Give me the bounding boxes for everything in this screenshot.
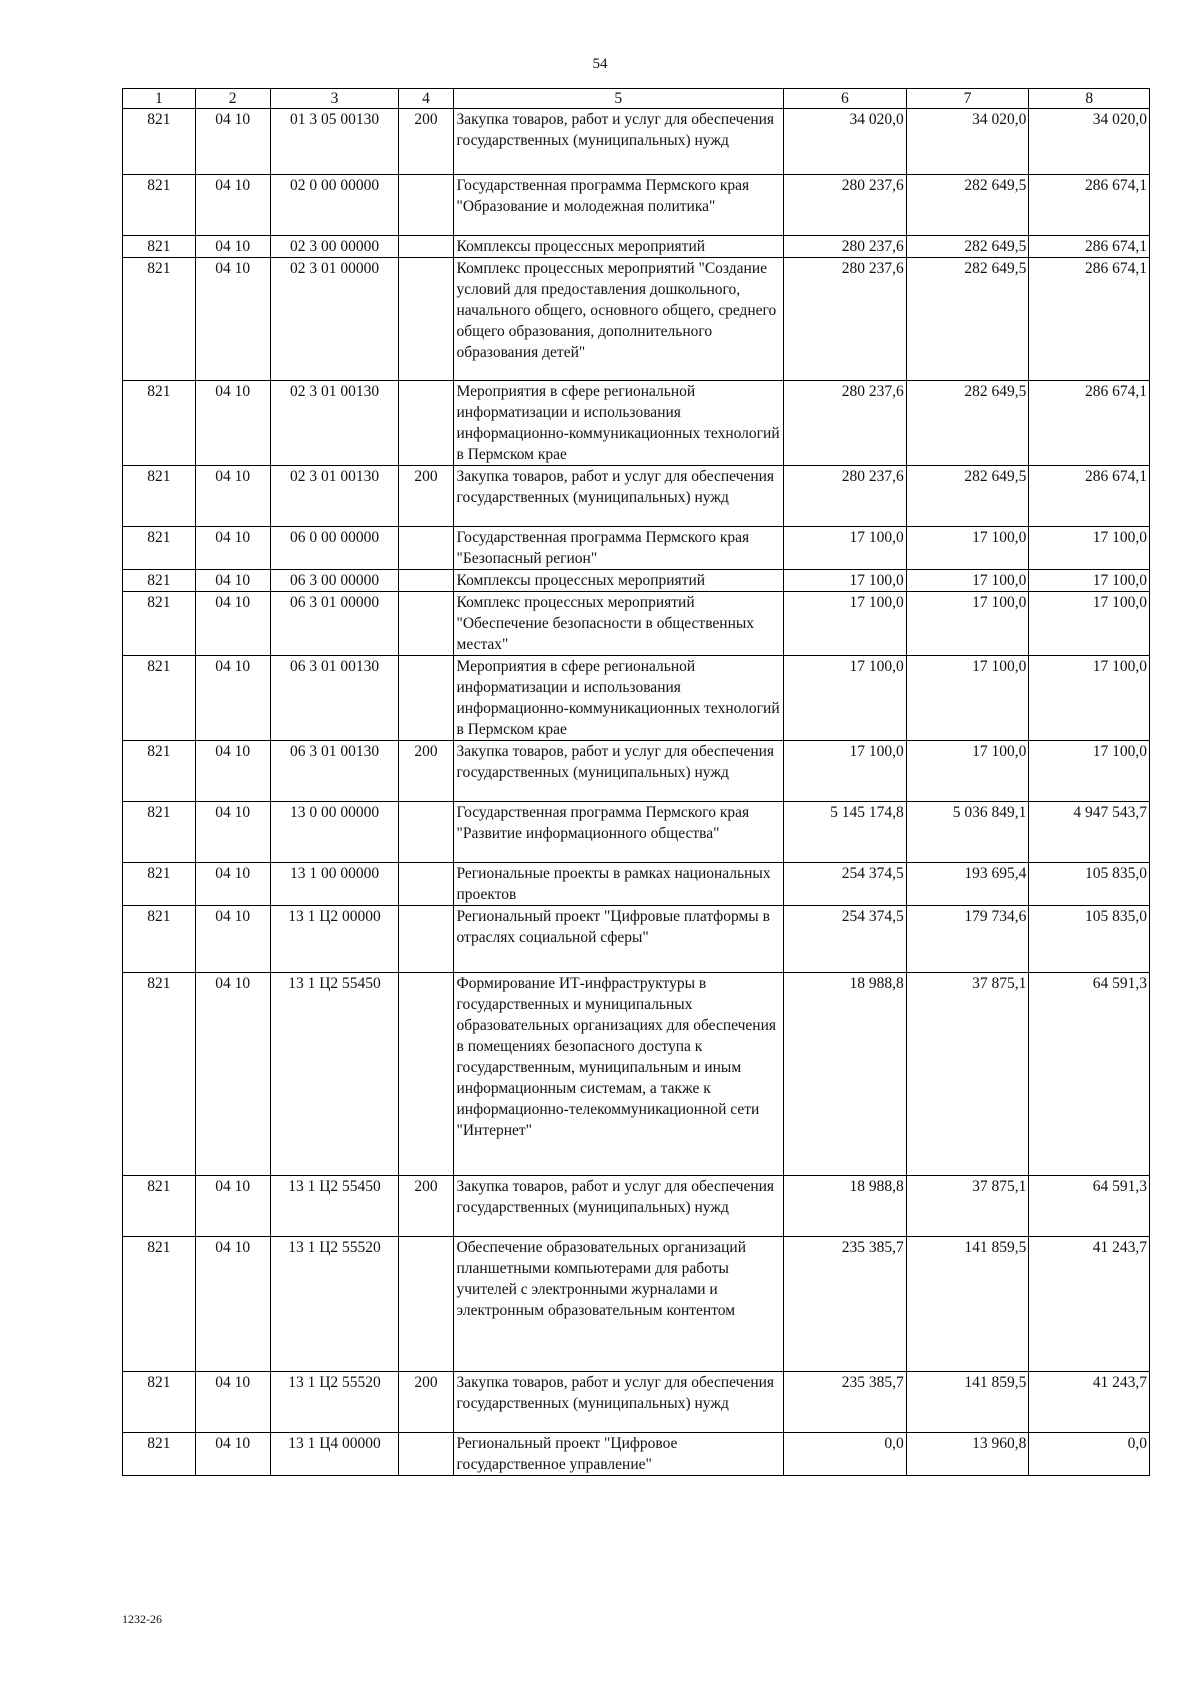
table-row bbox=[123, 527, 1150, 570]
cell-expense-type bbox=[399, 802, 453, 863]
cell-target-article: 13 1 Ц2 55520 bbox=[270, 1372, 399, 1433]
cell-grbs-code: 821 bbox=[123, 906, 196, 973]
cell-description: Обеспечение образовательных организаций планшетными компьютерами для работы учителей с электронными журналами и электронным образовательным контентом bbox=[453, 1237, 784, 1372]
cell-section-code: 04 10 bbox=[195, 1176, 270, 1237]
cell-amount-year-3: 0,0 bbox=[1029, 1433, 1150, 1476]
cell-amount-year-1: 0,0 bbox=[784, 1433, 907, 1476]
cell-expense-type bbox=[399, 236, 453, 258]
column-number-row bbox=[123, 89, 1150, 109]
column-header: 8 bbox=[1029, 89, 1150, 109]
cell-amount-year-2: 17 100,0 bbox=[906, 656, 1029, 741]
table-row bbox=[123, 1433, 1150, 1476]
cell-target-article: 02 3 00 00000 bbox=[270, 236, 399, 258]
cell-grbs-code: 821 bbox=[123, 656, 196, 741]
table-row bbox=[123, 863, 1150, 906]
table-row bbox=[123, 741, 1150, 802]
cell-target-article: 02 0 00 00000 bbox=[270, 175, 399, 236]
cell-description: Региональный проект "Цифровое государственное управление" bbox=[453, 1433, 784, 1476]
cell-amount-year-2: 282 649,5 bbox=[906, 236, 1029, 258]
cell-expense-type bbox=[399, 863, 453, 906]
cell-expense-type bbox=[399, 1433, 453, 1476]
cell-description: Комплекс процессных мероприятий "Обеспечение безопасности в общественных местах" bbox=[453, 592, 784, 656]
cell-target-article: 01 3 05 00130 bbox=[270, 109, 399, 175]
cell-amount-year-1: 17 100,0 bbox=[784, 656, 907, 741]
cell-grbs-code: 821 bbox=[123, 1433, 196, 1476]
cell-grbs-code: 821 bbox=[123, 863, 196, 906]
cell-section-code: 04 10 bbox=[195, 527, 270, 570]
cell-amount-year-1: 235 385,7 bbox=[784, 1237, 907, 1372]
cell-description: Закупка товаров, работ и услуг для обеспечения государственных (муниципальных) нужд bbox=[453, 1176, 784, 1237]
cell-description: Закупка товаров, работ и услуг для обеспечения государственных (муниципальных) нужд bbox=[453, 109, 784, 175]
cell-amount-year-1: 254 374,5 bbox=[784, 863, 907, 906]
cell-target-article: 13 1 Ц4 00000 bbox=[270, 1433, 399, 1476]
cell-target-article: 13 1 Ц2 55450 bbox=[270, 973, 399, 1176]
cell-amount-year-3: 64 591,3 bbox=[1029, 1176, 1150, 1237]
cell-amount-year-1: 280 237,6 bbox=[784, 381, 907, 466]
cell-description: Мероприятия в сфере региональной информатизации и использования информационно-коммуникационных технологий в Пермском крае bbox=[453, 656, 784, 741]
cell-amount-year-2: 179 734,6 bbox=[906, 906, 1029, 973]
table-row bbox=[123, 1372, 1150, 1433]
cell-target-article: 02 3 01 00000 bbox=[270, 258, 399, 381]
cell-target-article: 06 3 01 00130 bbox=[270, 741, 399, 802]
cell-target-article: 13 1 Ц2 55520 bbox=[270, 1237, 399, 1372]
cell-target-article: 06 3 01 00130 bbox=[270, 656, 399, 741]
cell-amount-year-1: 18 988,8 bbox=[784, 1176, 907, 1237]
cell-description: Государственная программа Пермского края "Развитие информационного общества" bbox=[453, 802, 784, 863]
cell-grbs-code: 821 bbox=[123, 175, 196, 236]
column-header: 7 bbox=[906, 89, 1029, 109]
cell-grbs-code: 821 bbox=[123, 527, 196, 570]
cell-section-code: 04 10 bbox=[195, 570, 270, 592]
cell-expense-type bbox=[399, 381, 453, 466]
table-row bbox=[123, 592, 1150, 656]
cell-target-article: 13 1 Ц2 55450 bbox=[270, 1176, 399, 1237]
cell-amount-year-2: 282 649,5 bbox=[906, 466, 1029, 527]
budget-table bbox=[122, 88, 1150, 1476]
cell-section-code: 04 10 bbox=[195, 802, 270, 863]
cell-section-code: 04 10 bbox=[195, 236, 270, 258]
cell-grbs-code: 821 bbox=[123, 1176, 196, 1237]
cell-target-article: 13 0 00 00000 bbox=[270, 802, 399, 863]
cell-expense-type bbox=[399, 1237, 453, 1372]
cell-expense-type bbox=[399, 258, 453, 381]
cell-amount-year-1: 280 237,6 bbox=[784, 466, 907, 527]
cell-target-article: 06 3 01 00000 bbox=[270, 592, 399, 656]
cell-amount-year-2: 37 875,1 bbox=[906, 973, 1029, 1176]
cell-target-article: 02 3 01 00130 bbox=[270, 381, 399, 466]
table-row bbox=[123, 466, 1150, 527]
table-row bbox=[123, 109, 1150, 175]
cell-grbs-code: 821 bbox=[123, 973, 196, 1176]
table-row bbox=[123, 973, 1150, 1176]
cell-grbs-code: 821 bbox=[123, 381, 196, 466]
column-header: 4 bbox=[399, 89, 453, 109]
cell-amount-year-3: 34 020,0 bbox=[1029, 109, 1150, 175]
cell-expense-type bbox=[399, 656, 453, 741]
table-row bbox=[123, 906, 1150, 973]
cell-target-article: 06 3 00 00000 bbox=[270, 570, 399, 592]
cell-section-code: 04 10 bbox=[195, 592, 270, 656]
cell-amount-year-1: 34 020,0 bbox=[784, 109, 907, 175]
cell-amount-year-2: 5 036 849,1 bbox=[906, 802, 1029, 863]
cell-grbs-code: 821 bbox=[123, 741, 196, 802]
cell-section-code: 04 10 bbox=[195, 656, 270, 741]
cell-description: Комплекс процессных мероприятий "Создание условий для предоставления дошкольного, начального общего, основного общего, среднего общего образования, дополнительного образования детей" bbox=[453, 258, 784, 381]
cell-amount-year-3: 286 674,1 bbox=[1029, 466, 1150, 527]
cell-description: Закупка товаров, работ и услуг для обеспечения государственных (муниципальных) нужд bbox=[453, 466, 784, 527]
cell-description: Мероприятия в сфере региональной информатизации и использования информационно-коммуникационных технологий в Пермском крае bbox=[453, 381, 784, 466]
cell-amount-year-3: 286 674,1 bbox=[1029, 236, 1150, 258]
cell-grbs-code: 821 bbox=[123, 802, 196, 863]
cell-description: Государственная программа Пермского края "Безопасный регион" bbox=[453, 527, 784, 570]
cell-grbs-code: 821 bbox=[123, 236, 196, 258]
cell-section-code: 04 10 bbox=[195, 741, 270, 802]
cell-grbs-code: 821 bbox=[123, 592, 196, 656]
cell-section-code: 04 10 bbox=[195, 1433, 270, 1476]
cell-description: Комплексы процессных мероприятий bbox=[453, 236, 784, 258]
cell-expense-type bbox=[399, 527, 453, 570]
cell-amount-year-1: 280 237,6 bbox=[784, 175, 907, 236]
cell-expense-type bbox=[399, 973, 453, 1176]
cell-expense-type: 200 bbox=[399, 741, 453, 802]
cell-grbs-code: 821 bbox=[123, 1237, 196, 1372]
table-row bbox=[123, 258, 1150, 381]
cell-description: Формирование ИТ-инфраструктуры в государственных и муниципальных образовательных организациях для обеспечения в помещениях безопасного доступа к государственным, муниципальным и иным информационным системам, а также к информационно-телекоммуникационной сети "Интернет" bbox=[453, 973, 784, 1176]
cell-section-code: 04 10 bbox=[195, 258, 270, 381]
cell-amount-year-1: 17 100,0 bbox=[784, 570, 907, 592]
cell-amount-year-3: 286 674,1 bbox=[1029, 381, 1150, 466]
cell-grbs-code: 821 bbox=[123, 570, 196, 592]
cell-amount-year-2: 141 859,5 bbox=[906, 1372, 1029, 1433]
cell-amount-year-2: 17 100,0 bbox=[906, 741, 1029, 802]
cell-amount-year-2: 141 859,5 bbox=[906, 1237, 1029, 1372]
cell-amount-year-2: 193 695,4 bbox=[906, 863, 1029, 906]
cell-amount-year-3: 286 674,1 bbox=[1029, 258, 1150, 381]
table-row bbox=[123, 1176, 1150, 1237]
cell-target-article: 13 1 00 00000 bbox=[270, 863, 399, 906]
cell-section-code: 04 10 bbox=[195, 175, 270, 236]
cell-amount-year-1: 18 988,8 bbox=[784, 973, 907, 1176]
cell-amount-year-1: 235 385,7 bbox=[784, 1372, 907, 1433]
cell-grbs-code: 821 bbox=[123, 109, 196, 175]
page-number: 54 bbox=[592, 56, 608, 72]
cell-expense-type bbox=[399, 906, 453, 973]
cell-amount-year-3: 105 835,0 bbox=[1029, 863, 1150, 906]
cell-amount-year-2: 37 875,1 bbox=[906, 1176, 1029, 1237]
cell-amount-year-2: 17 100,0 bbox=[906, 527, 1029, 570]
table-row bbox=[123, 570, 1150, 592]
cell-grbs-code: 821 bbox=[123, 1372, 196, 1433]
cell-section-code: 04 10 bbox=[195, 109, 270, 175]
cell-expense-type bbox=[399, 592, 453, 656]
table-row bbox=[123, 656, 1150, 741]
cell-amount-year-1: 280 237,6 bbox=[784, 258, 907, 381]
cell-section-code: 04 10 bbox=[195, 973, 270, 1176]
document-code: 1232-26 bbox=[122, 1612, 162, 1626]
cell-target-article: 02 3 01 00130 bbox=[270, 466, 399, 527]
cell-grbs-code: 821 bbox=[123, 258, 196, 381]
cell-section-code: 04 10 bbox=[195, 1237, 270, 1372]
cell-description: Комплексы процессных мероприятий bbox=[453, 570, 784, 592]
table-row bbox=[123, 381, 1150, 466]
cell-amount-year-2: 34 020,0 bbox=[906, 109, 1029, 175]
table-row bbox=[123, 236, 1150, 258]
cell-target-article: 06 0 00 00000 bbox=[270, 527, 399, 570]
column-header: 2 bbox=[195, 89, 270, 109]
cell-amount-year-1: 280 237,6 bbox=[784, 236, 907, 258]
cell-expense-type: 200 bbox=[399, 466, 453, 527]
cell-grbs-code: 821 bbox=[123, 466, 196, 527]
cell-expense-type: 200 bbox=[399, 1176, 453, 1237]
cell-amount-year-2: 13 960,8 bbox=[906, 1433, 1029, 1476]
cell-amount-year-3: 41 243,7 bbox=[1029, 1372, 1150, 1433]
column-header: 6 bbox=[784, 89, 907, 109]
cell-description: Закупка товаров, работ и услуг для обеспечения государственных (муниципальных) нужд bbox=[453, 741, 784, 802]
cell-amount-year-1: 17 100,0 bbox=[784, 592, 907, 656]
cell-description: Региональные проекты в рамках национальных проектов bbox=[453, 863, 784, 906]
table-row bbox=[123, 175, 1150, 236]
cell-amount-year-1: 254 374,5 bbox=[784, 906, 907, 973]
cell-amount-year-3: 41 243,7 bbox=[1029, 1237, 1150, 1372]
cell-description: Региональный проект "Цифровые платформы в отраслях социальной сферы" bbox=[453, 906, 784, 973]
column-header: 5 bbox=[453, 89, 784, 109]
cell-amount-year-1: 17 100,0 bbox=[784, 527, 907, 570]
cell-expense-type: 200 bbox=[399, 109, 453, 175]
cell-amount-year-2: 282 649,5 bbox=[906, 381, 1029, 466]
table-row bbox=[123, 1237, 1150, 1372]
cell-amount-year-3: 17 100,0 bbox=[1029, 527, 1150, 570]
cell-amount-year-3: 17 100,0 bbox=[1029, 741, 1150, 802]
cell-amount-year-1: 17 100,0 bbox=[784, 741, 907, 802]
cell-amount-year-3: 4 947 543,7 bbox=[1029, 802, 1150, 863]
cell-expense-type bbox=[399, 175, 453, 236]
cell-amount-year-3: 105 835,0 bbox=[1029, 906, 1150, 973]
cell-section-code: 04 10 bbox=[195, 906, 270, 973]
cell-description: Государственная программа Пермского края "Образование и молодежная политика" bbox=[453, 175, 784, 236]
cell-amount-year-2: 17 100,0 bbox=[906, 570, 1029, 592]
cell-amount-year-3: 17 100,0 bbox=[1029, 592, 1150, 656]
cell-expense-type: 200 bbox=[399, 1372, 453, 1433]
column-header: 3 bbox=[270, 89, 399, 109]
cell-amount-year-2: 17 100,0 bbox=[906, 592, 1029, 656]
table-row bbox=[123, 802, 1150, 863]
cell-amount-year-2: 282 649,5 bbox=[906, 175, 1029, 236]
cell-amount-year-3: 17 100,0 bbox=[1029, 656, 1150, 741]
cell-amount-year-3: 64 591,3 bbox=[1029, 973, 1150, 1176]
cell-section-code: 04 10 bbox=[195, 1372, 270, 1433]
cell-section-code: 04 10 bbox=[195, 381, 270, 466]
cell-expense-type bbox=[399, 570, 453, 592]
cell-target-article: 13 1 Ц2 00000 bbox=[270, 906, 399, 973]
cell-amount-year-3: 17 100,0 bbox=[1029, 570, 1150, 592]
cell-description: Закупка товаров, работ и услуг для обеспечения государственных (муниципальных) нужд bbox=[453, 1372, 784, 1433]
cell-amount-year-3: 286 674,1 bbox=[1029, 175, 1150, 236]
cell-section-code: 04 10 bbox=[195, 466, 270, 527]
column-header: 1 bbox=[123, 89, 196, 109]
cell-amount-year-1: 5 145 174,8 bbox=[784, 802, 907, 863]
cell-section-code: 04 10 bbox=[195, 863, 270, 906]
cell-amount-year-2: 282 649,5 bbox=[906, 258, 1029, 381]
